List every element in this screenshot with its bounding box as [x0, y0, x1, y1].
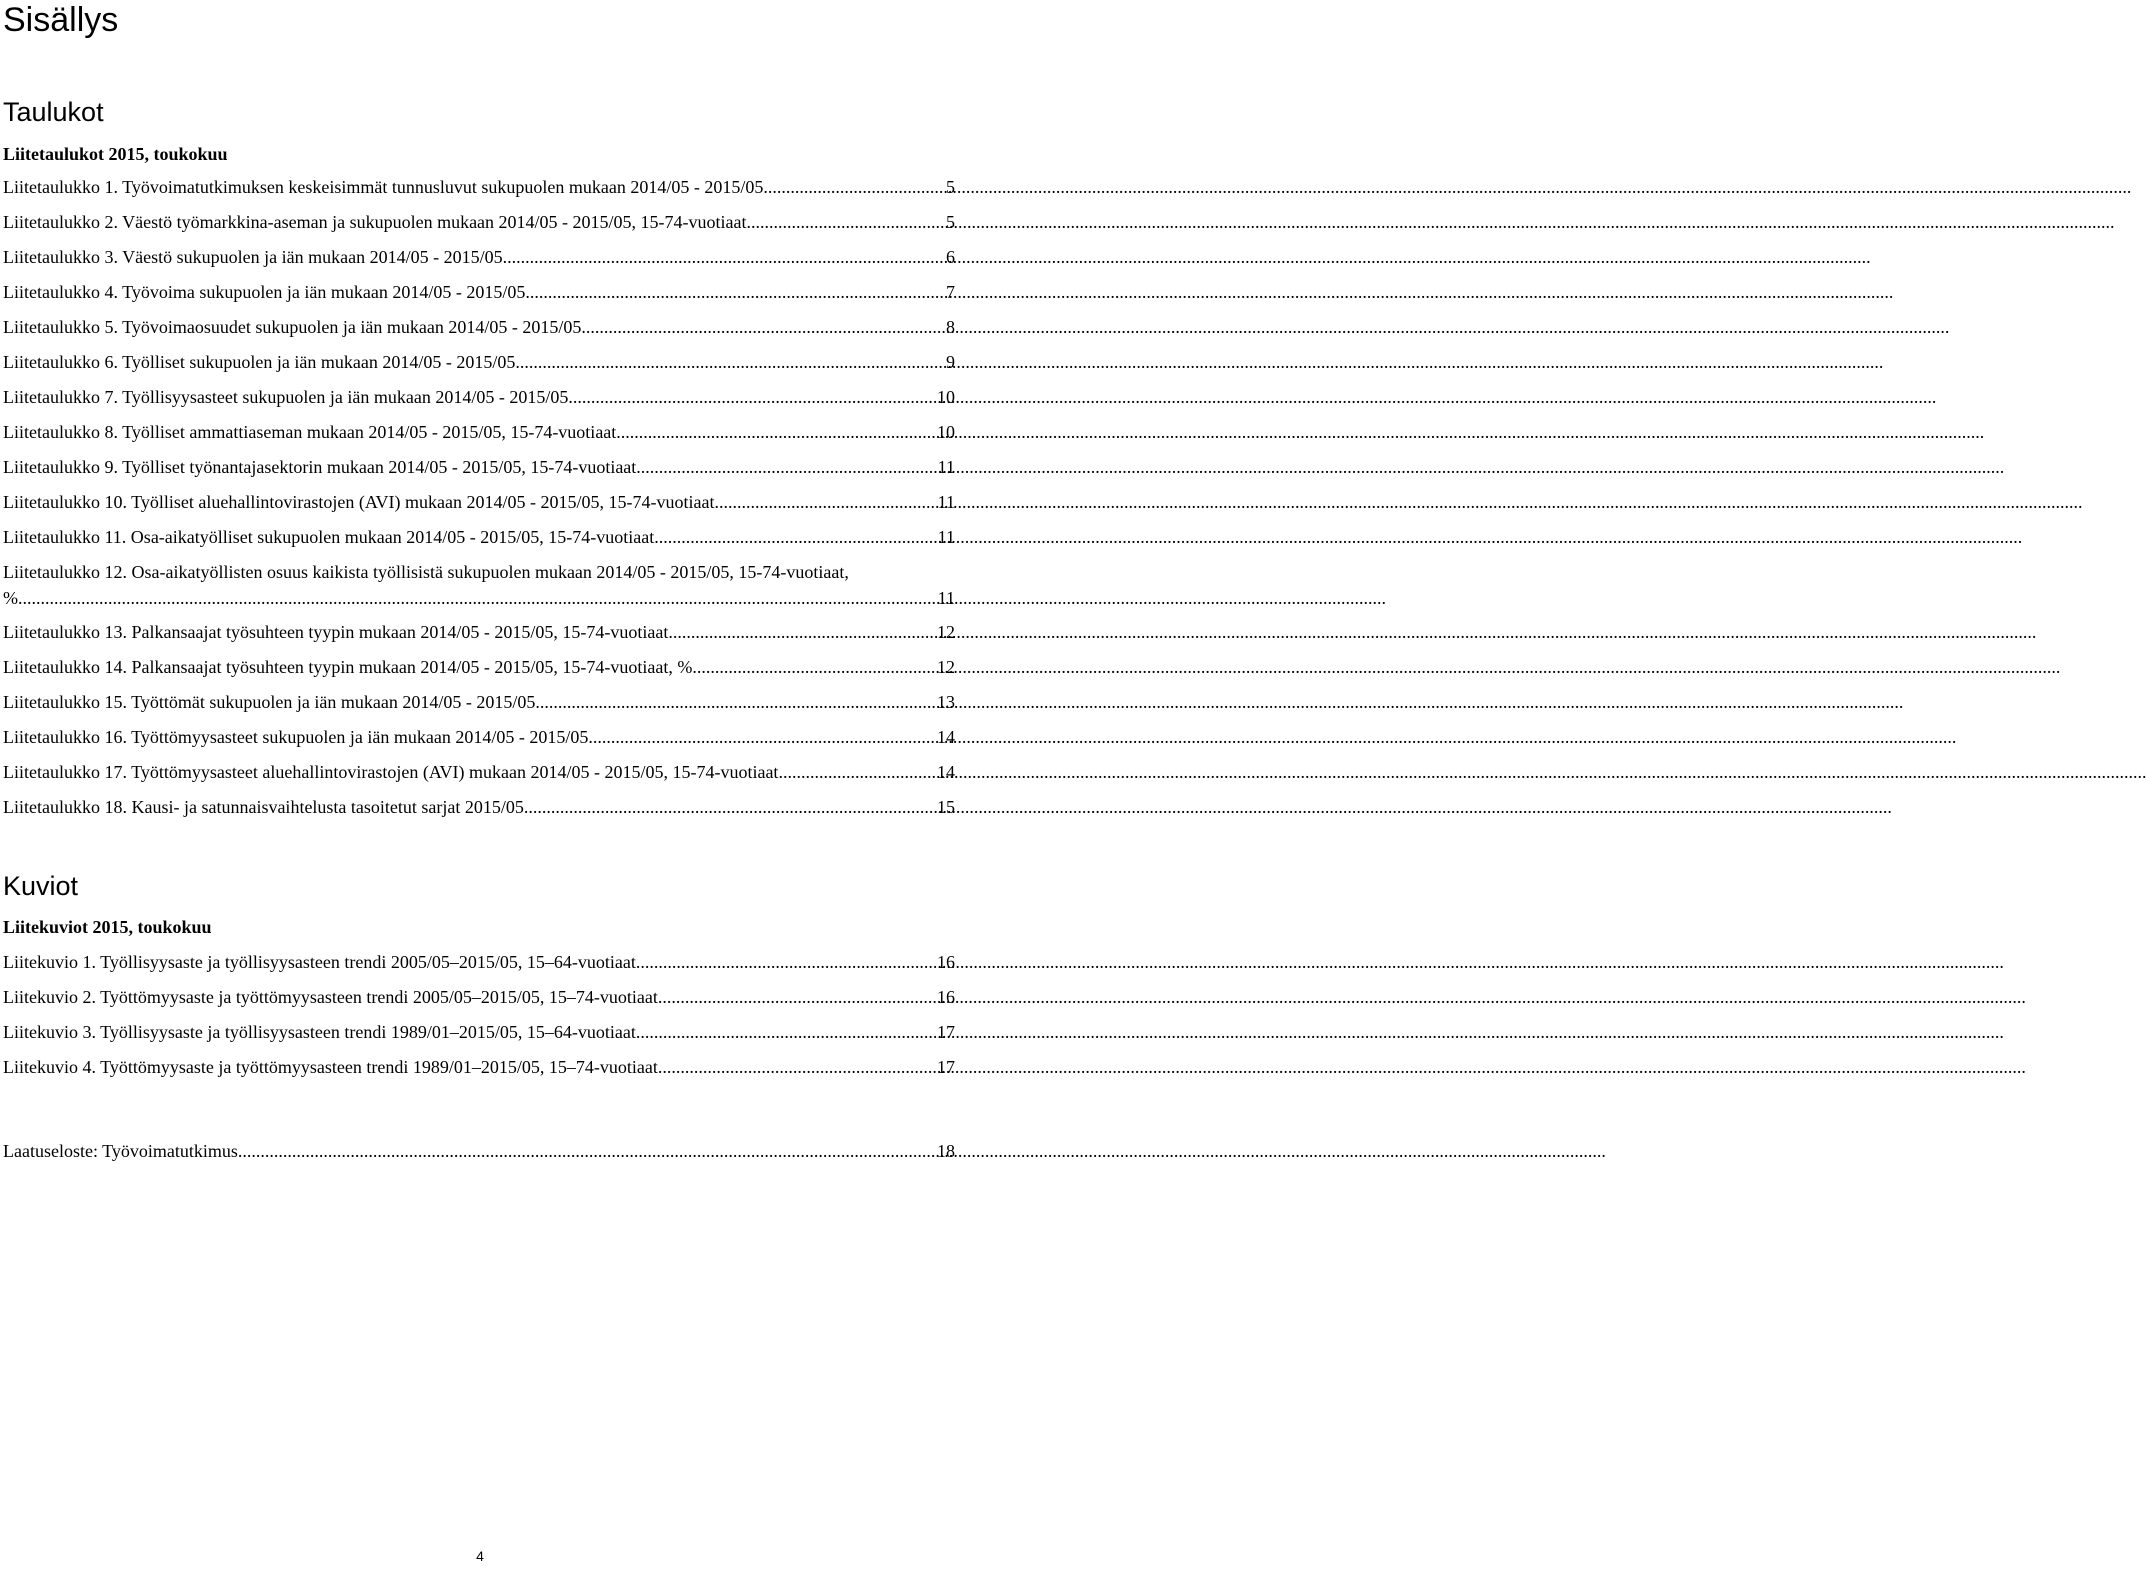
toc-entry-page: 10: [937, 387, 955, 407]
toc-entry[interactable]: [3, 1055, 955, 1090]
toc-entry[interactable]: [3, 175, 955, 210]
toc-entry-label: Liitekuvio 4. Työttömyysaste ja työttömyysasteen trendi 1989/01–2015/05, 15–74-vuotiaat: [3, 1057, 658, 1077]
toc-entry-page: 9: [946, 352, 955, 372]
toc-leader: [636, 455, 937, 479]
toc-leader: [778, 760, 937, 784]
toc-entry[interactable]: [3, 315, 955, 350]
figures-toc: [3, 950, 955, 1090]
toc-entry-label: Liitetaulukko 7. Työllisyysasteet sukupuolen ja iän mukaan 2014/05 - 2015/05: [3, 387, 569, 407]
toc-entry-label: Liitekuvio 2. Työttömyysaste ja työttömyysasteen trendi 2005/05–2015/05, 15–74-vuotiaat: [3, 987, 658, 1007]
toc-entry[interactable]: [3, 525, 955, 560]
toc-leader: [747, 210, 946, 234]
toc-leader: [568, 385, 937, 409]
toc-entry-label: Laatuseloste: Työvoimatutkimus: [3, 1141, 238, 1161]
toc-entry-label: Liitetaulukko 3. Väestö sukupuolen ja iän mukaan 2014/05 - 2015/05: [3, 247, 503, 267]
toc-entry[interactable]: [3, 950, 955, 985]
toc-leader: [535, 690, 937, 714]
toc-entry[interactable]: [3, 655, 955, 690]
toc-entry[interactable]: [3, 690, 955, 725]
toc-entry-multiline[interactable]: [3, 560, 955, 620]
toc-entry-label: Liitekuvio 1. Työllisyysaste ja työllisyysasteen trendi 2005/05–2015/05, 15–64-vuotiaat: [3, 952, 636, 972]
toc-entry[interactable]: [3, 1020, 955, 1055]
toc-entry-label: Liitetaulukko 14. Palkansaajat työsuhteen tyypin mukaan 2014/05 - 2015/05, 15-74-vuotiaat, %: [3, 657, 693, 677]
toc-leader: [658, 985, 937, 1009]
toc-entry-page: 12: [937, 657, 955, 677]
toc-entry-page: 12: [937, 622, 955, 642]
toc-entry-label: Liitetaulukko 4. Työvoima sukupuolen ja iän mukaan 2014/05 - 2015/05: [3, 282, 526, 302]
toc-leader: [636, 950, 937, 974]
toc-leader: [581, 315, 946, 339]
toc-entry[interactable]: [3, 210, 955, 245]
toc-entry-page: 18: [937, 1141, 955, 1161]
toc-leader: [714, 490, 937, 514]
toc-entry-page: 16: [937, 952, 955, 972]
toc-entry[interactable]: [3, 620, 955, 655]
toc-entry-page: 11: [937, 588, 955, 608]
toc-entry-page: 17: [937, 1057, 955, 1077]
toc-entry[interactable]: [3, 985, 955, 1020]
toc-leader: [692, 655, 937, 679]
toc-entry-label: Liitetaulukko 8. Työlliset ammattiaseman mukaan 2014/05 - 2015/05, 15-74-vuotiaat: [3, 422, 617, 442]
toc-entry-label: Liitetaulukko 2. Väestö työmarkkina-aseman ja sukupuolen mukaan 2014/05 - 2015/05, 15-74-vuotiaat: [3, 212, 747, 232]
toc-entry-page: 13: [937, 692, 955, 712]
toc-entry-page: 7: [946, 282, 955, 302]
quality-toc: [3, 1139, 955, 1174]
toc-leader: [238, 1139, 937, 1163]
toc-leader: [658, 1055, 937, 1079]
figures-subheading: Liitekuviot 2015, toukokuu: [3, 917, 212, 937]
toc-leader: [525, 280, 946, 304]
toc-entry[interactable]: [3, 385, 955, 420]
tables-subheading: Liitetaulukot 2015, toukokuu: [3, 144, 228, 164]
toc-leader: [515, 350, 946, 374]
toc-leader: [503, 245, 946, 269]
toc-entry[interactable]: [3, 420, 955, 455]
toc-entry[interactable]: [3, 725, 955, 760]
toc-leader: [763, 175, 946, 199]
toc-entry-page: 10: [937, 422, 955, 442]
toc-leader: [668, 620, 937, 644]
toc-entry-label: Liitetaulukko 6. Työlliset sukupuolen ja iän mukaan 2014/05 - 2015/05: [3, 352, 516, 372]
toc-entry-label: Liitetaulukko 16. Työttömyysasteet sukupuolen ja iän mukaan 2014/05 - 2015/05: [3, 727, 589, 747]
toc-entry[interactable]: [3, 280, 955, 315]
toc-entry-page: 11: [937, 457, 955, 477]
toc-entry[interactable]: [3, 795, 955, 830]
toc-entry-page: 11: [937, 492, 955, 512]
toc-entry-label: %: [3, 588, 18, 608]
toc-entry-label: Liitekuvio 3. Työllisyysaste ja työllisyysasteen trendi 1989/01–2015/05, 15–64-vuotiaat: [3, 1022, 636, 1042]
toc-leader: [524, 795, 937, 819]
toc-leader: [588, 725, 937, 749]
toc-entry-label: Liitetaulukko 5. Työvoimaosuudet sukupuolen ja iän mukaan 2014/05 - 2015/05: [3, 317, 582, 337]
toc-leader: [616, 420, 937, 444]
toc-entry-label: Liitetaulukko 1. Työvoimatutkimuksen keskeisimmät tunnusluvut sukupuolen mukaan 2014/05 - 2015/05: [3, 177, 764, 197]
toc-entry-label-line1: Liitetaulukko 12. Osa-aikatyöllisten osuus kaikista työllisistä sukupuolen mukaan 2014/05 - 2015/05, 15-74-vuotiaat,: [3, 562, 849, 582]
toc-leader: [654, 525, 937, 549]
toc-entry[interactable]: [3, 490, 955, 525]
toc-entry-page: 15: [937, 797, 955, 817]
toc-entry[interactable]: [3, 760, 955, 795]
toc-entry[interactable]: [3, 350, 955, 385]
toc-entry-label: Liitetaulukko 18. Kausi- ja satunnaisvaihtelusta tasoitetut sarjat 2015/05: [3, 797, 524, 817]
toc-entry-label: Liitetaulukko 17. Työttömyysasteet aluehallintovirastojen (AVI) mukaan 2014/05 - 2015/05, 15-74-vuotiaat: [3, 762, 779, 782]
toc-entry-label: Liitetaulukko 9. Työlliset työnantajasektorin mukaan 2014/05 - 2015/05, 15-74-vuotiaat: [3, 457, 637, 477]
figures-heading: Kuviot: [3, 871, 79, 901]
toc-entry-page: 17: [937, 1022, 955, 1042]
page-title: Sisällys: [3, 1, 119, 39]
toc-entry-page: 11: [937, 527, 955, 547]
toc-entry[interactable]: [3, 1139, 955, 1174]
toc-entry-label: Liitetaulukko 15. Työttömät sukupuolen ja iän mukaan 2014/05 - 2015/05: [3, 692, 536, 712]
toc-entry-page: 14: [937, 727, 955, 747]
toc-entry-label: Liitetaulukko 10. Työlliset aluehallintovirastojen (AVI) mukaan 2014/05 - 2015/05, 15-74-vuotiaat: [3, 492, 715, 512]
toc-page: [0, 0, 960, 1572]
toc-leader: [636, 1020, 937, 1044]
tables-toc: [3, 175, 955, 830]
toc-entry-page: 8: [946, 317, 955, 337]
toc-leader: [18, 586, 938, 610]
toc-entry-page: 6: [946, 247, 955, 267]
toc-entry[interactable]: [3, 455, 955, 490]
toc-entry-page: 16: [937, 987, 955, 1007]
toc-entry-continuation: [3, 586, 955, 610]
toc-entry-label: Liitetaulukko 13. Palkansaajat työsuhteen tyypin mukaan 2014/05 - 2015/05, 15-74-vuotiaat: [3, 622, 669, 642]
toc-entry-page: 5: [946, 212, 955, 232]
toc-entry-page: 14: [937, 762, 955, 782]
toc-entry[interactable]: [3, 245, 955, 280]
toc-entry-page: 5: [946, 177, 955, 197]
tables-heading: Taulukot: [3, 97, 104, 127]
page-number: 4: [476, 1548, 484, 1564]
toc-entry-label: Liitetaulukko 11. Osa-aikatyölliset sukupuolen mukaan 2014/05 - 2015/05, 15-74-vuotiaat: [3, 527, 655, 547]
